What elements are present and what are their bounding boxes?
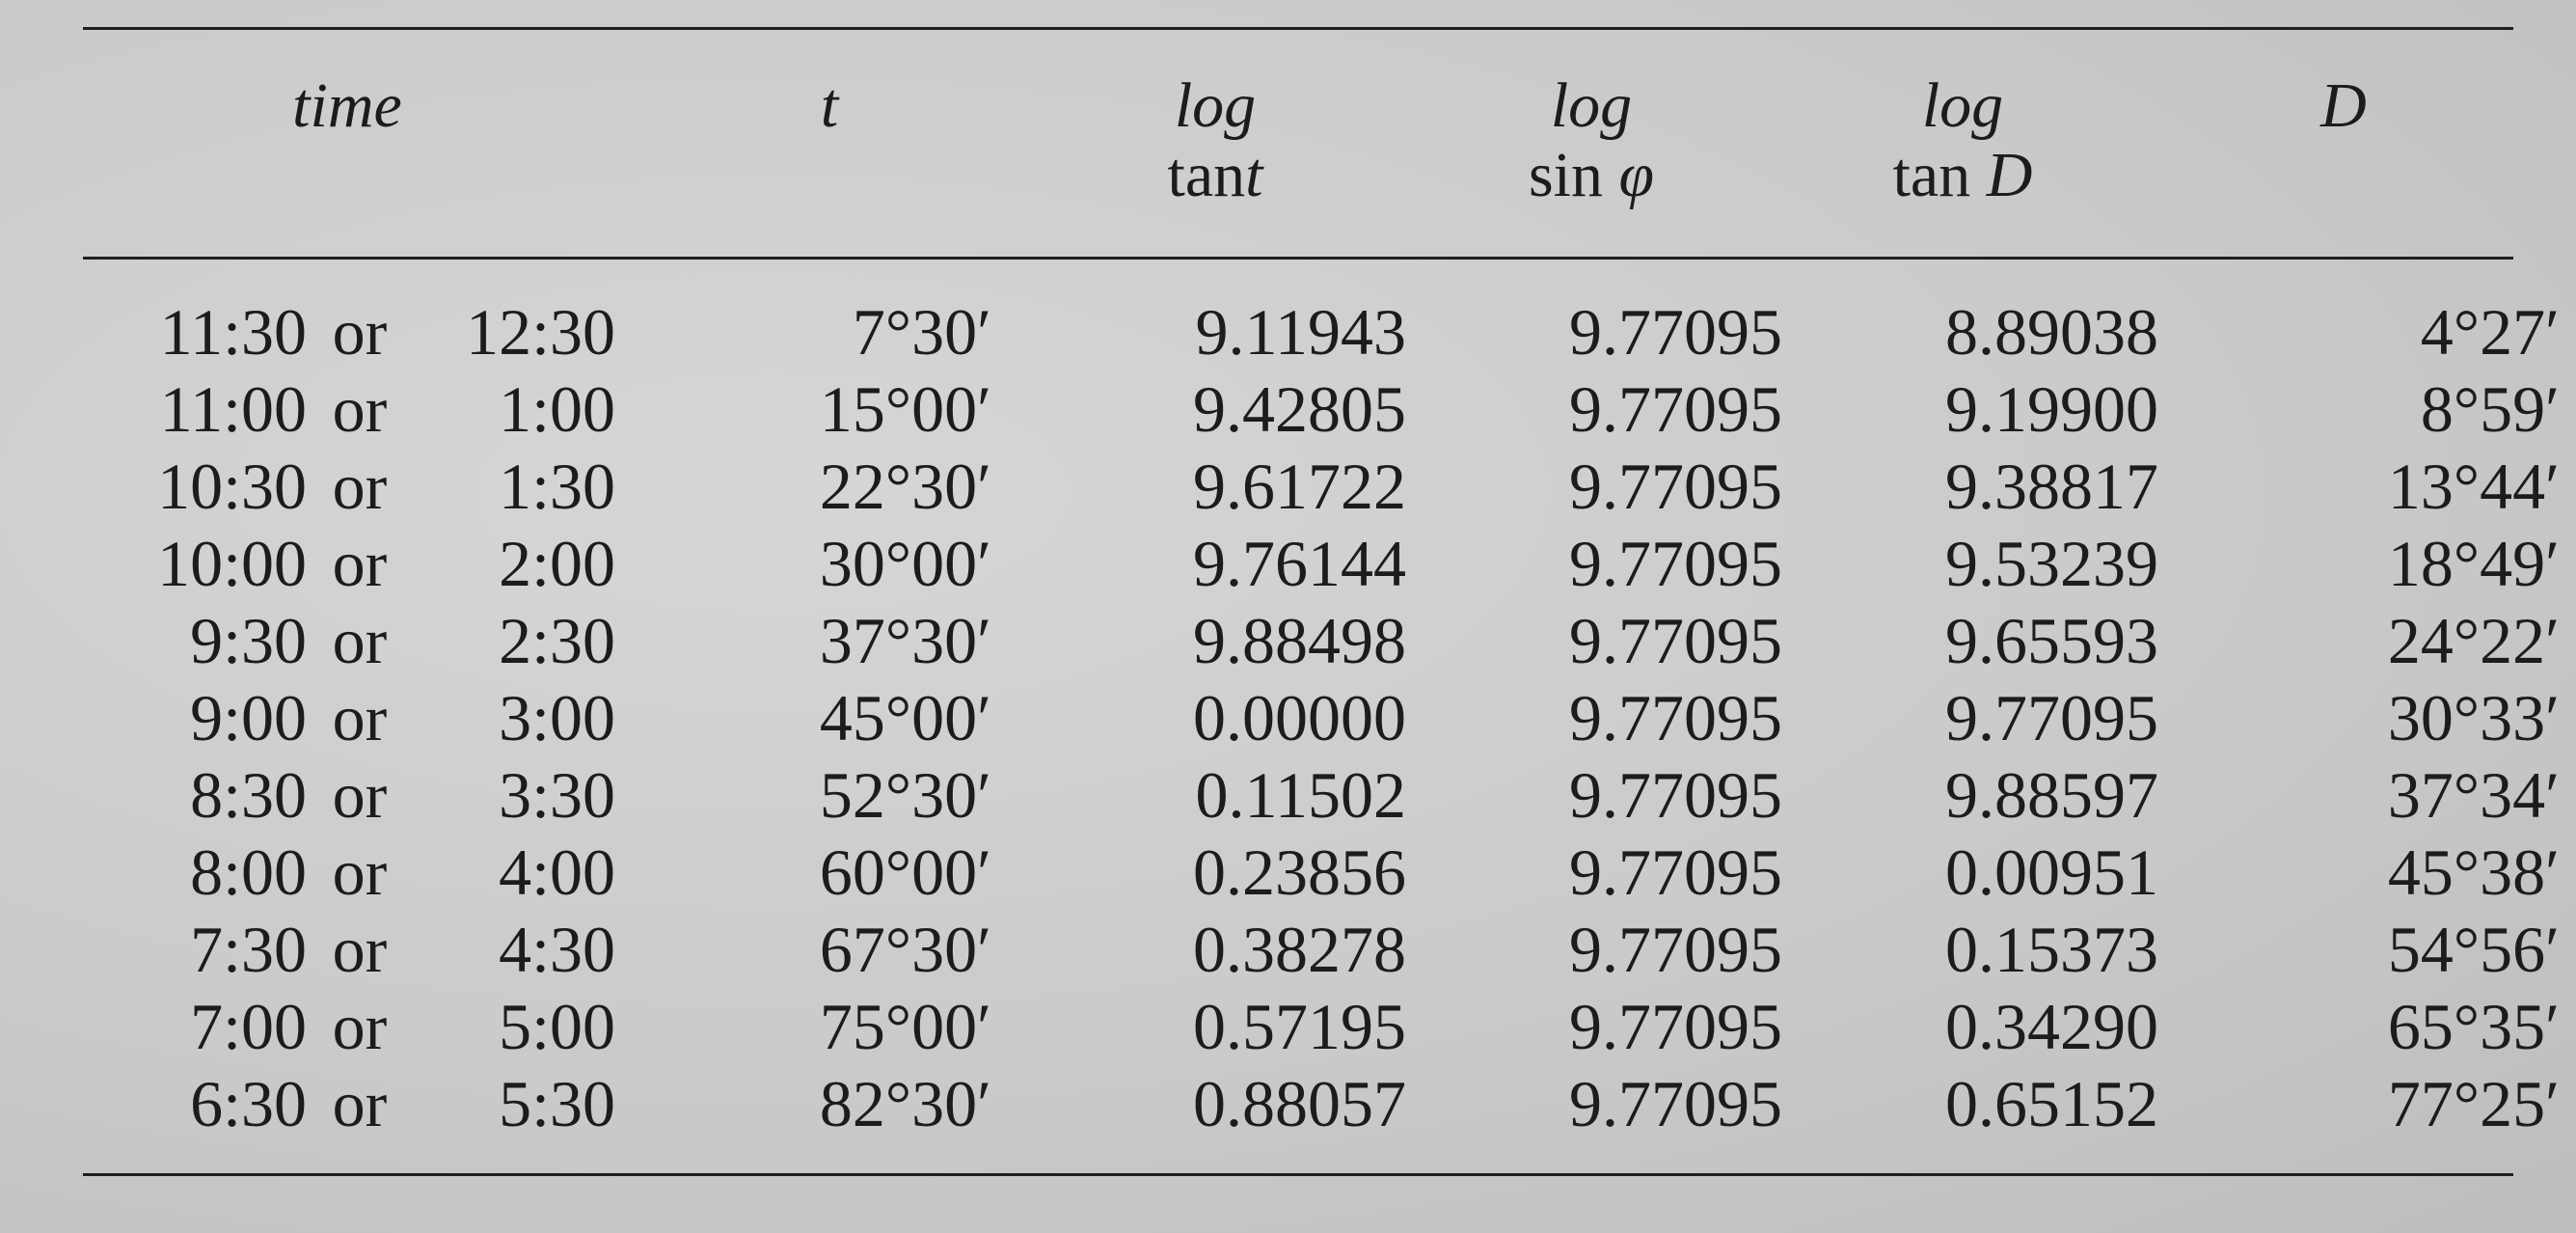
time-end-cell: 5:00 [499,990,615,1063]
table-row [77,756,2560,834]
D-cell: 18°49′ [2387,527,2560,600]
log-tan-t-cell: 0.57195 [1193,990,1406,1063]
log-tan-D-cell: 9.38817 [1945,450,2158,523]
or-cell: or [332,836,388,909]
table-row [77,293,2560,370]
header-log-tan-D: log tan D [1892,70,2033,210]
table-body [77,293,2560,1142]
or-cell: or [332,372,388,446]
table-row [77,602,2560,679]
header-log-tan-D-var: D [1986,140,2033,210]
time-end-cell: 12:30 [466,295,615,369]
log-tan-D-cell: 0.15373 [1945,913,2158,986]
header-rule [83,257,2513,260]
log-sin-phi-cell: 9.77095 [1569,527,1782,600]
log-tan-t-cell: 0.38278 [1193,913,1406,986]
or-cell: or [332,990,388,1063]
header-log-tan-D-fn: tan [1892,140,1971,210]
header-log-sin-phi: log sin φ [1528,70,1655,210]
log-tan-D-cell: 9.77095 [1945,681,2158,754]
time-start-cell: 9:30 [190,604,307,677]
log-sin-phi-cell: 9.77095 [1569,604,1782,677]
D-cell: 65°35′ [2387,990,2560,1063]
header-log-tan-t-var: t [1245,140,1263,210]
table-row [77,834,2560,911]
log-sin-phi-cell: 9.77095 [1569,913,1782,986]
log-tan-t-cell: 9.61722 [1193,450,1406,523]
table-row [77,679,2560,756]
t-cell: 60°00′ [819,836,991,909]
top-rule [83,27,2513,30]
time-start-cell: 9:00 [190,681,307,754]
time-end-cell: 4:00 [499,836,615,909]
log-tan-D-cell: 9.88597 [1945,758,2158,832]
time-start-cell: 7:30 [190,913,307,986]
t-cell: 22°30′ [819,450,991,523]
or-cell: or [332,527,388,600]
log-sin-phi-cell: 9.77095 [1569,450,1782,523]
D-cell: 4°27′ [2420,295,2560,369]
t-cell: 15°00′ [819,372,991,446]
or-cell: or [332,758,388,832]
time-start-cell: 8:30 [190,758,307,832]
D-cell: 24°22′ [2387,604,2560,677]
log-sin-phi-cell: 9.77095 [1569,295,1782,369]
t-cell: 7°30′ [852,295,991,369]
header-time: time [292,70,402,141]
or-cell: or [332,450,388,523]
log-tan-t-cell: 0.11502 [1195,758,1406,832]
time-start-cell: 8:00 [190,836,307,909]
header-log-sin-phi-fn: sin [1528,140,1603,210]
D-cell: 54°56′ [2387,913,2560,986]
log-tan-t-cell: 0.00000 [1193,681,1406,754]
table-row [77,448,2560,525]
table-row [77,1065,2560,1142]
or-cell: or [332,295,388,369]
or-cell: or [332,1067,388,1140]
log-tan-t-cell: 9.88498 [1193,604,1406,677]
log-tan-D-cell: 0.00951 [1945,836,2158,909]
t-cell: 67°30′ [819,913,991,986]
t-cell: 75°00′ [819,990,991,1063]
log-sin-phi-cell: 9.77095 [1569,681,1782,754]
log-tan-D-cell: 9.19900 [1945,372,2158,446]
t-cell: 82°30′ [819,1067,991,1140]
header-log-sin-phi-var: φ [1618,140,1655,210]
table-row [77,911,2560,988]
time-start-cell: 11:00 [159,372,307,446]
time-end-cell: 2:30 [499,604,615,677]
log-sin-phi-cell: 9.77095 [1569,990,1782,1063]
time-end-cell: 1:00 [499,372,615,446]
D-cell: 8°59′ [2420,372,2560,446]
time-end-cell: 3:00 [499,681,615,754]
log-tan-D-cell: 0.65152 [1945,1067,2158,1140]
log-tan-t-cell: 0.23856 [1193,836,1406,909]
or-cell: or [332,604,388,677]
D-cell: 30°33′ [2387,681,2560,754]
D-cell: 45°38′ [2387,836,2560,909]
log-tan-t-cell: 0.88057 [1193,1067,1406,1140]
header-D: D [2320,70,2367,141]
t-cell: 37°30′ [819,604,991,677]
D-cell: 77°25′ [2387,1067,2560,1140]
log-tan-D-cell: 9.53239 [1945,527,2158,600]
log-tan-D-cell: 9.65593 [1945,604,2158,677]
time-end-cell: 3:30 [499,758,615,832]
or-cell: or [332,913,388,986]
t-cell: 52°30′ [819,758,991,832]
log-tan-t-cell: 9.11943 [1195,295,1406,369]
log-sin-phi-cell: 9.77095 [1569,758,1782,832]
log-sin-phi-cell: 9.77095 [1569,372,1782,446]
t-cell: 30°00′ [819,527,991,600]
bottom-rule [83,1173,2513,1176]
log-tan-D-cell: 8.89038 [1945,295,2158,369]
time-end-cell: 4:30 [499,913,615,986]
header-log-tan-t-fn: tan [1167,140,1246,210]
time-start-cell: 6:30 [190,1067,307,1140]
time-start-cell: 7:00 [190,990,307,1063]
table-row [77,525,2560,602]
table-row [77,370,2560,448]
data-table [77,293,2560,1142]
time-end-cell: 5:30 [499,1067,615,1140]
time-start-cell: 10:30 [157,450,307,523]
table-row [77,988,2560,1065]
time-end-cell: 2:00 [499,527,615,600]
t-cell: 45°00′ [819,681,991,754]
or-cell: or [332,681,388,754]
D-cell: 37°34′ [2387,758,2560,832]
log-tan-t-cell: 9.76144 [1193,527,1406,600]
time-end-cell: 1:30 [499,450,615,523]
header-log-tan-t: log tant [1167,70,1263,210]
log-sin-phi-cell: 9.77095 [1569,836,1782,909]
log-tan-t-cell: 9.42805 [1193,372,1406,446]
log-tan-D-cell: 0.34290 [1945,990,2158,1063]
time-start-cell: 10:00 [157,527,307,600]
D-cell: 13°44′ [2387,450,2560,523]
log-sin-phi-cell: 9.77095 [1569,1067,1782,1140]
time-start-cell: 11:30 [159,295,307,369]
header-t: t [820,70,839,141]
